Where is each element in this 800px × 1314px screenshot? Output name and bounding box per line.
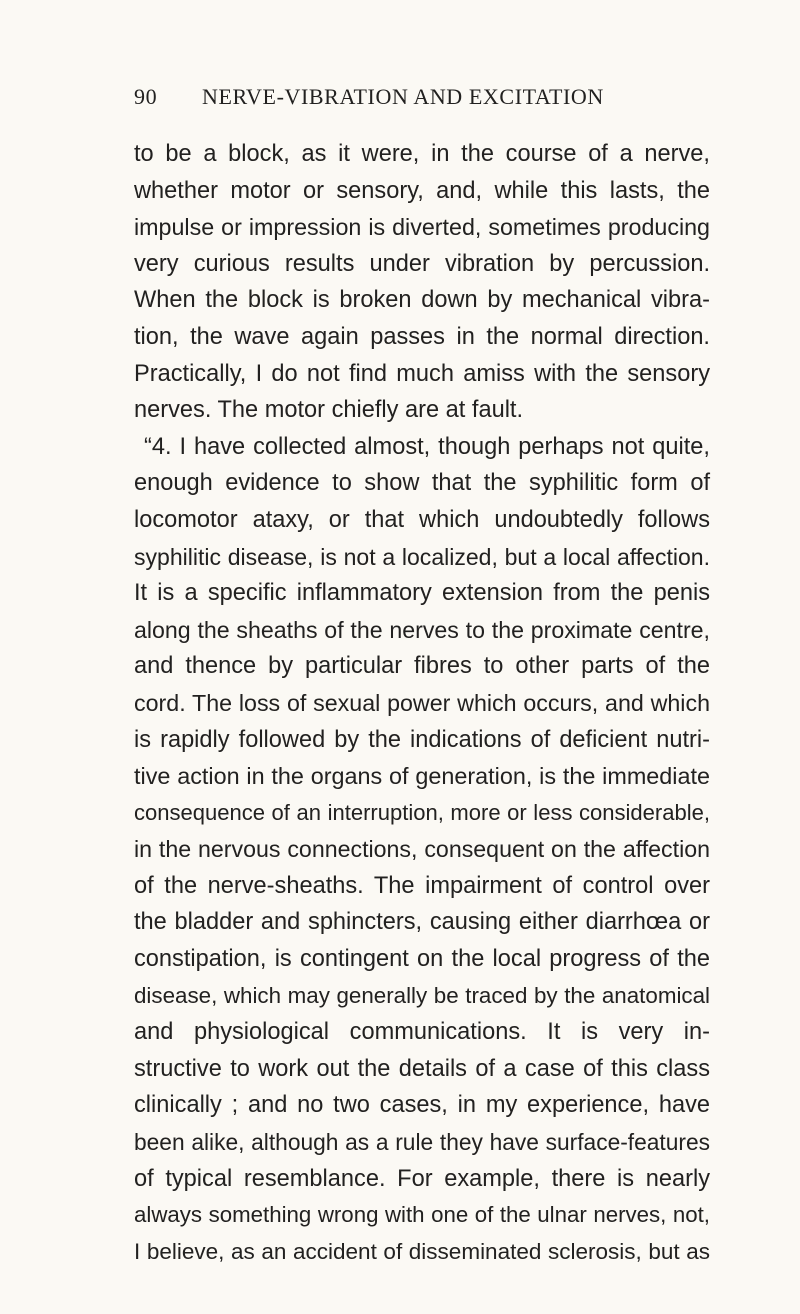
- text-line: I believe, as an accident of disseminated sclerosis, but as: [134, 1238, 710, 1264]
- text-line: impulse or impression is diverted, sometimes producing: [134, 214, 710, 241]
- text-line: When the block is broken down by mechanical vibra-: [134, 287, 710, 314]
- text-line: Practically, I do not find much amiss with the sensory: [134, 360, 710, 387]
- text-line: tive action in the organs of generation, is the immediate: [134, 763, 710, 790]
- text-line: to be a block, as it were, in the course of a nerve,: [134, 141, 710, 167]
- text-line: and thence by particular fibres to other parts of the: [134, 653, 710, 680]
- text-line: disease, which may generally be traced by the anatomical: [134, 982, 710, 1008]
- running-head: [134, 84, 714, 120]
- text-line: syphilitic disease, is not a localized, but a local affection.: [134, 543, 710, 570]
- text-line: enough evidence to show that the syphilitic form of: [134, 470, 710, 497]
- text-line: the bladder and sphincters, causing either diarrhœa or: [134, 909, 710, 936]
- text-line: and physiological communications. It is very in-: [134, 1019, 710, 1046]
- text-line: whether motor or sensory, and, while this lasts, the: [134, 177, 710, 204]
- body-text: [134, 136, 710, 1270]
- text-line: always something wrong with one of the ulnar nerves, not,: [134, 1202, 710, 1228]
- text-line: clinically ; and no two cases, in my experience, have: [134, 1092, 710, 1119]
- text-line: nerves. The motor chiefly are at fault.: [134, 397, 524, 424]
- text-line: of the nerve-sheaths. The impairment of control over: [134, 872, 710, 899]
- text-line: cord. The loss of sexual power which occurs, and which: [134, 689, 710, 716]
- text-line: constipation, is contingent on the local progress of the: [134, 946, 710, 973]
- text-line: “4. I have collected almost, though perhaps not quite,: [144, 433, 710, 460]
- text-line: very curious results under vibration by percussion.: [134, 250, 710, 277]
- text-line: consequence of an interruption, more or less considerable,: [134, 799, 710, 825]
- text-line: locomotor ataxy, or that which undoubtedly follows: [134, 506, 710, 533]
- page-number: 90: [134, 84, 158, 109]
- text-line: been alike, although as a rule they have surface-features: [134, 1129, 710, 1156]
- text-line: of typical resemblance. For example, there is nearly: [134, 1165, 710, 1192]
- text-line: It is a specific inflammatory extension from the penis: [134, 580, 710, 607]
- text-line: in the nervous connections, consequent on the affection: [134, 836, 710, 863]
- text-line: along the sheaths of the nerves to the proximate centre,: [134, 616, 710, 643]
- text-line: structive to work out the details of a case of this class: [134, 1055, 710, 1082]
- text-line: tion, the wave again passes in the normal direction.: [134, 323, 710, 350]
- running-title: NERVE-VIBRATION AND EXCITATION: [202, 84, 604, 109]
- text-line: is rapidly followed by the indications of deficient nutri-: [134, 726, 710, 753]
